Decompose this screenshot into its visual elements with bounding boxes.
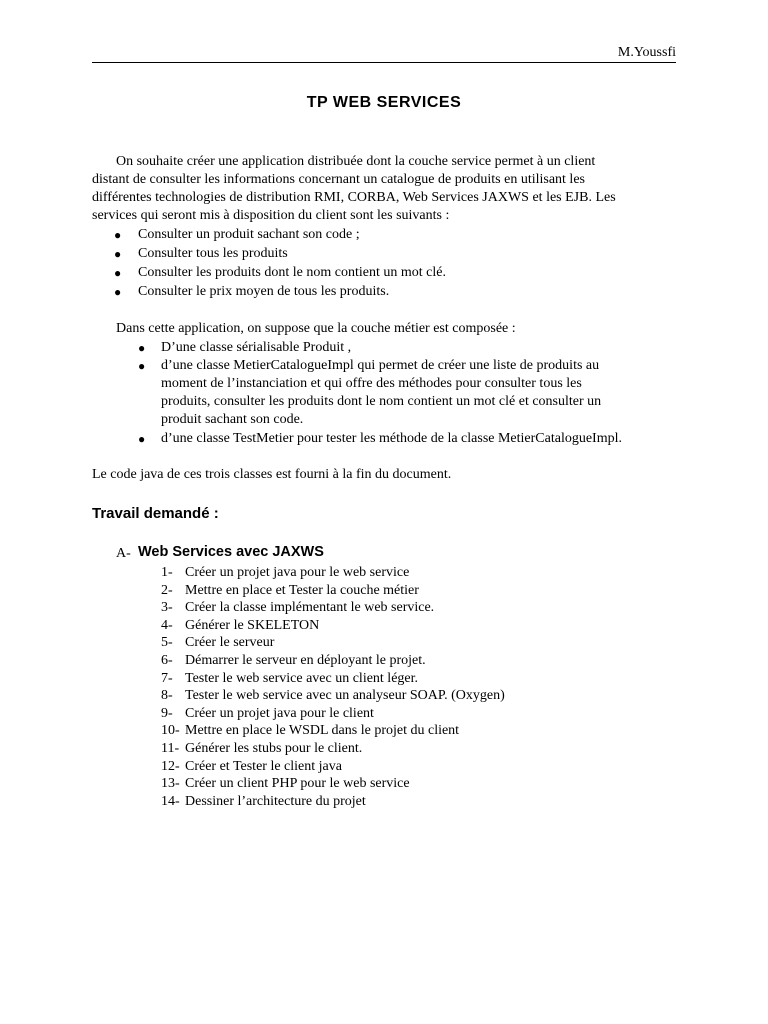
step-text: Créer la classe implémentant le web service. [185, 600, 435, 616]
step-number: 14- [161, 793, 180, 809]
list-item: D’une classe sérialisable Produit , [161, 340, 352, 355]
step-text: Créer un projet java pour le web service [185, 565, 410, 580]
list-item-continuation: produits, consulter les produits dont le nom contient un mot clé et consulter un [161, 394, 602, 409]
step-text: Démarrer le serveur en déployant le projet. [185, 653, 426, 668]
list-item: Consulter les produits dont le nom contient un mot clé. [138, 265, 446, 280]
section-heading: Travail demandé : [92, 505, 219, 522]
code-note: Le code java de ces trois classes est fourni à la fin du document. [92, 467, 452, 482]
step-number: 11- [161, 741, 180, 756]
step-text: Créer et Tester le client java [185, 758, 342, 774]
step-text: Mettre en place et Tester la couche métier [185, 582, 419, 598]
step-text: Générer les stubs pour le client. [185, 741, 363, 756]
step-number: 13- [161, 776, 180, 792]
step-number: 9- [161, 705, 173, 721]
step-number: 1- [161, 565, 173, 580]
bullet-icon: ● [114, 228, 122, 242]
step-text: Créer le serveur [185, 635, 275, 651]
step-text: Mettre en place le WSDL dans le projet du client [185, 723, 460, 739]
step-text: Dessiner l’architecture du projet [185, 793, 366, 809]
bullet-icon: ● [138, 432, 146, 446]
bullet-icon: ● [114, 285, 122, 299]
step-text: Générer le SKELETON [185, 617, 320, 633]
bullet-icon: ● [114, 247, 122, 261]
step-text: Créer un projet java pour le client [185, 705, 374, 721]
step-number: 6- [161, 653, 173, 668]
step-number: 4- [161, 617, 173, 633]
intro-line: différentes technologies de distribution RMI, CORBA, Web Services JAXWS et les EJB. Les [92, 190, 616, 205]
bullet-icon: ● [138, 359, 146, 373]
metier-intro: Dans cette application, on suppose que la couche métier est composée : [116, 321, 516, 336]
list-item: d’une classe TestMetier pour tester les méthode de la classe MetierCatalogueImpl. [161, 431, 622, 446]
header-author: M.Youssfi [92, 44, 676, 63]
step-text: Tester le web service avec un analyseur SOAP. (Oxygen) [185, 688, 505, 704]
section-subheading: Web Services avec JAXWS [138, 544, 324, 560]
list-item: Consulter un produit sachant son code ; [138, 227, 360, 242]
step-number: 12- [161, 758, 180, 774]
intro-line: services qui seront mis à disposition du client sont les suivants : [92, 208, 450, 223]
section-prefix: A- [116, 546, 131, 561]
list-item: Consulter le prix moyen de tous les produits. [138, 284, 390, 299]
step-number: 3- [161, 600, 173, 616]
step-text: Tester le web service avec un client léger. [185, 670, 419, 686]
intro-line: distant de consulter les informations concernant un catalogue de produits en utilisant les [92, 172, 585, 187]
bullet-icon: ● [138, 341, 146, 355]
intro-line: On souhaite créer une application distribuée dont la couche service permet à un client [116, 154, 596, 169]
list-item-continuation: moment de l’instanciation et qui offre des méthodes pour consulter tous les [161, 376, 582, 391]
step-number: 7- [161, 670, 173, 686]
page-title: TP WEB SERVICES [306, 94, 462, 111]
step-number: 10- [161, 723, 180, 739]
step-number: 8- [161, 688, 173, 704]
step-text: Créer un client PHP pour le web service [185, 776, 410, 792]
list-item-continuation: produit sachant son code. [161, 412, 304, 427]
list-item: Consulter tous les produits [138, 246, 288, 261]
step-number: 2- [161, 582, 173, 598]
list-item: d’une classe MetierCatalogueImpl qui permet de créer une liste de produits au [161, 358, 600, 373]
step-number: 5- [161, 635, 173, 651]
bullet-icon: ● [114, 266, 122, 280]
